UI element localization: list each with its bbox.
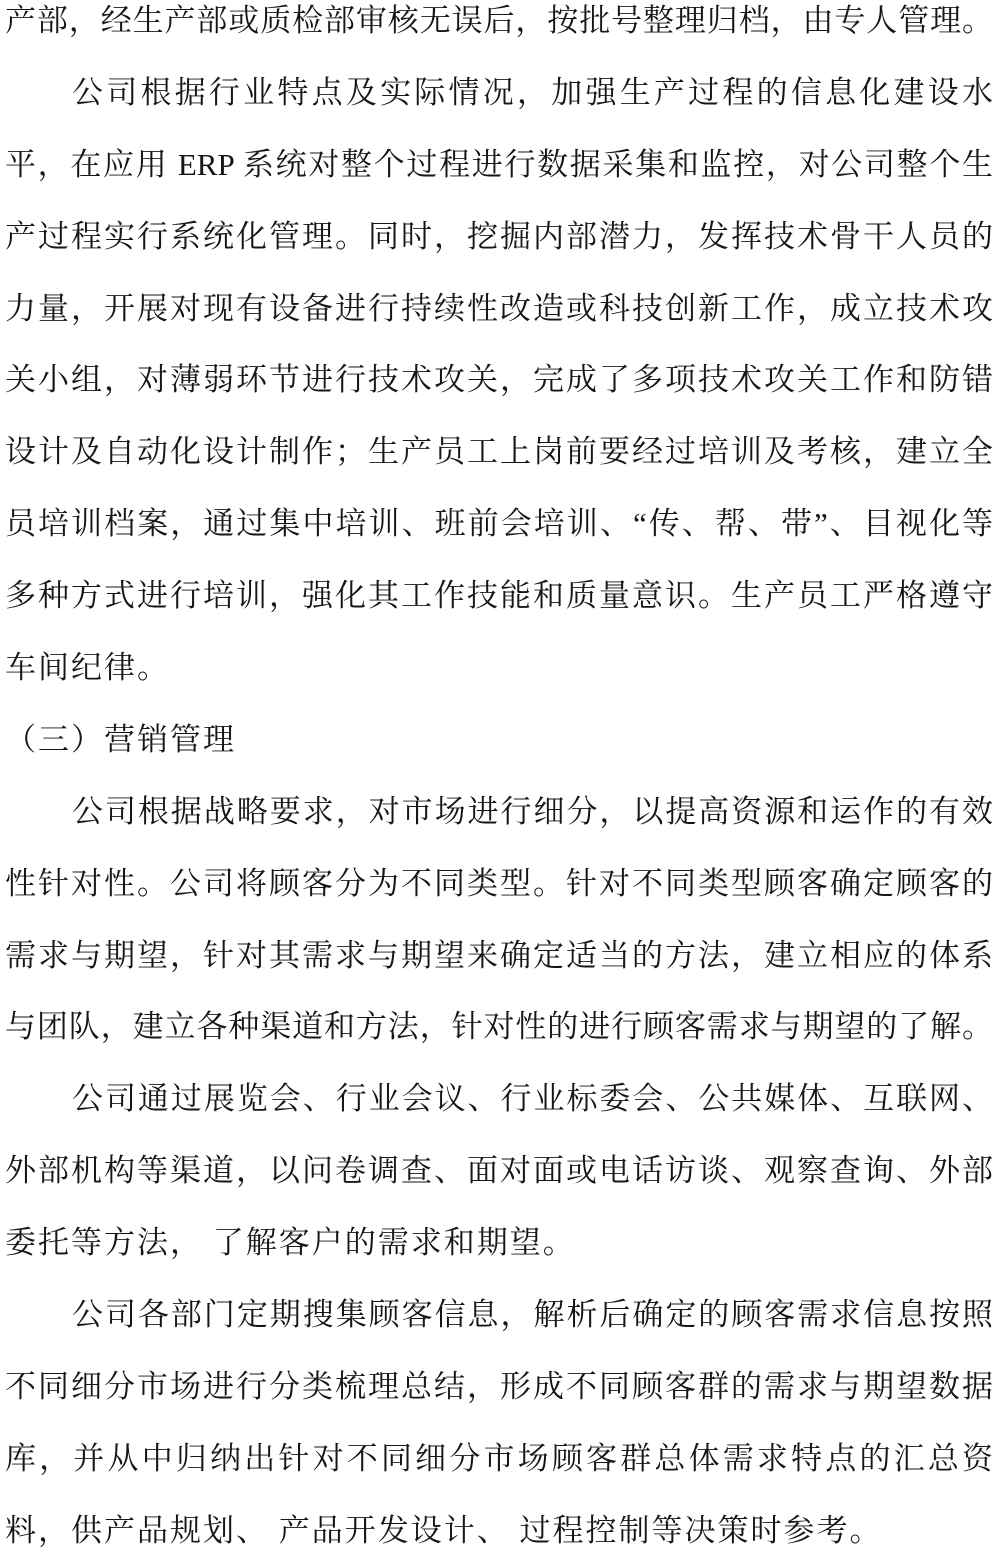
- text-line: 库，并从中归纳出针对不同细分市场顾客群总体需求特点的汇总资: [5, 1440, 993, 1476]
- text-line: 外部机构等渠道，以问卷调查、面对面或电话访谈、观察查询、外部: [5, 1153, 993, 1189]
- text-line: 多种方式进行培训，强化其工作技能和质量意识。生产员工严格遵守: [5, 578, 993, 614]
- text-line: 公司通过展览会、行业会议、行业标委会、公共媒体、互联网、: [72, 1081, 993, 1117]
- text-line: 公司各部门定期搜集顾客信息，解析后确定的顾客需求信息按照: [72, 1297, 993, 1333]
- text-line: 力量，开展对现有设备进行持续性改造或科技创新工作，成立技术攻: [5, 290, 993, 326]
- text-line: 公司根据行业特点及实际情况，加强生产过程的信息化建设水: [72, 74, 993, 110]
- text-line: 车间纪律。: [5, 650, 170, 686]
- text-line: 员培训档案，通过集中培训、班前会培训、“传、帮、带”、目视化等: [5, 506, 993, 542]
- text-line: 产部，经生产部或质检部审核无误后，按批号整理归档，由专人管理。: [5, 3, 993, 38]
- text-line: 与团队，建立各种渠道和方法，针对性的进行顾客需求与期望的了解。: [5, 1009, 993, 1045]
- section-heading: （三）营销管理: [5, 721, 236, 757]
- text-line: 委托等方法， 了解客户的需求和期望。: [5, 1225, 576, 1261]
- text-line: 公司根据战略要求，对市场进行细分，以提高资源和运作的有效: [72, 793, 993, 829]
- document-body: [5, 0, 993, 1553]
- text-line: 平，在应用 ERP 系统对整个过程进行数据采集和监控，对公司整个生: [5, 146, 993, 182]
- text-line: 设计及自动化设计制作；生产员工上岗前要经过培训及考核，建立全: [5, 434, 993, 470]
- text-line: 需求与期望，针对其需求与期望来确定适当的方法，建立相应的体系: [5, 937, 993, 973]
- text-line: 产过程实行系统化管理。同时，挖掘内部潜力，发挥技术骨干人员的: [5, 218, 993, 254]
- text-line: 性针对性。公司将顾客分为不同类型。针对不同类型顾客确定顾客的: [5, 865, 993, 901]
- text-line: 关小组，对薄弱环节进行技术攻关，完成了多项技术攻关工作和防错: [5, 362, 993, 398]
- text-line: 料，供产品规划、 产品开发设计、 过程控制等决策时参考。: [5, 1512, 883, 1548]
- text-line: 不同细分市场进行分类梳理总结，形成不同顾客群的需求与期望数据: [5, 1368, 993, 1404]
